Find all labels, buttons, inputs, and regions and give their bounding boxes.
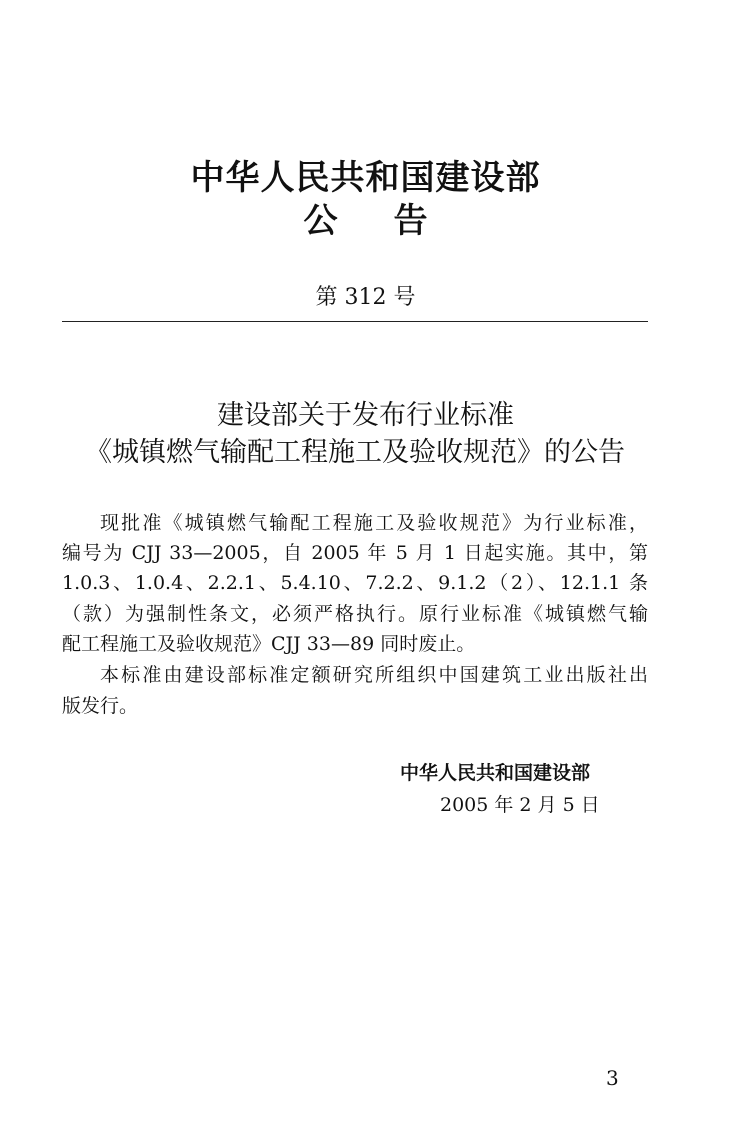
signature-date: 2005 年 2 月 5 日 xyxy=(440,794,600,816)
heading-line-2: 《城镇燃气输配工程施工及验收规范》的公告 xyxy=(85,437,625,468)
text-line: 现批准《城镇燃气输配工程施工及验收规范》为行业标准， xyxy=(100,512,648,534)
doc-type-title xyxy=(0,193,731,242)
heading-line-1: 建设部关于发布行业标准 xyxy=(217,400,514,431)
text-line: 本标准由建设部标准定额研究所组织中国建筑工业出版社出 xyxy=(100,664,648,686)
issuer-title: 中华人民共和国建设部 xyxy=(190,158,541,198)
text-line: 1.0.3、1.0.4、2.2.1、5.4.10、7.2.2、9.1.2（2）、12.1.1 条 xyxy=(62,572,648,594)
divider xyxy=(62,321,648,322)
signature-issuer: 中华人民共和国建设部 xyxy=(400,762,591,784)
page-number: 3 xyxy=(606,1066,619,1090)
text-line: （款）为强制性条文，必须严格执行。原行业标准《城镇燃气输 xyxy=(62,603,648,625)
doc-type-char: 告 xyxy=(393,201,428,241)
announcement-number: 第 312 号 xyxy=(315,285,416,310)
text-line: 编号为 CJJ 33—2005，自 2005 年 5 月 1 日起实施。其中，第 xyxy=(62,542,648,564)
text-line: 配工程施工及验收规范》CJJ 33—89 同时废止。 xyxy=(62,633,476,655)
text-line: 版发行。 xyxy=(62,695,139,717)
doc-type-char: 公 xyxy=(303,201,338,241)
